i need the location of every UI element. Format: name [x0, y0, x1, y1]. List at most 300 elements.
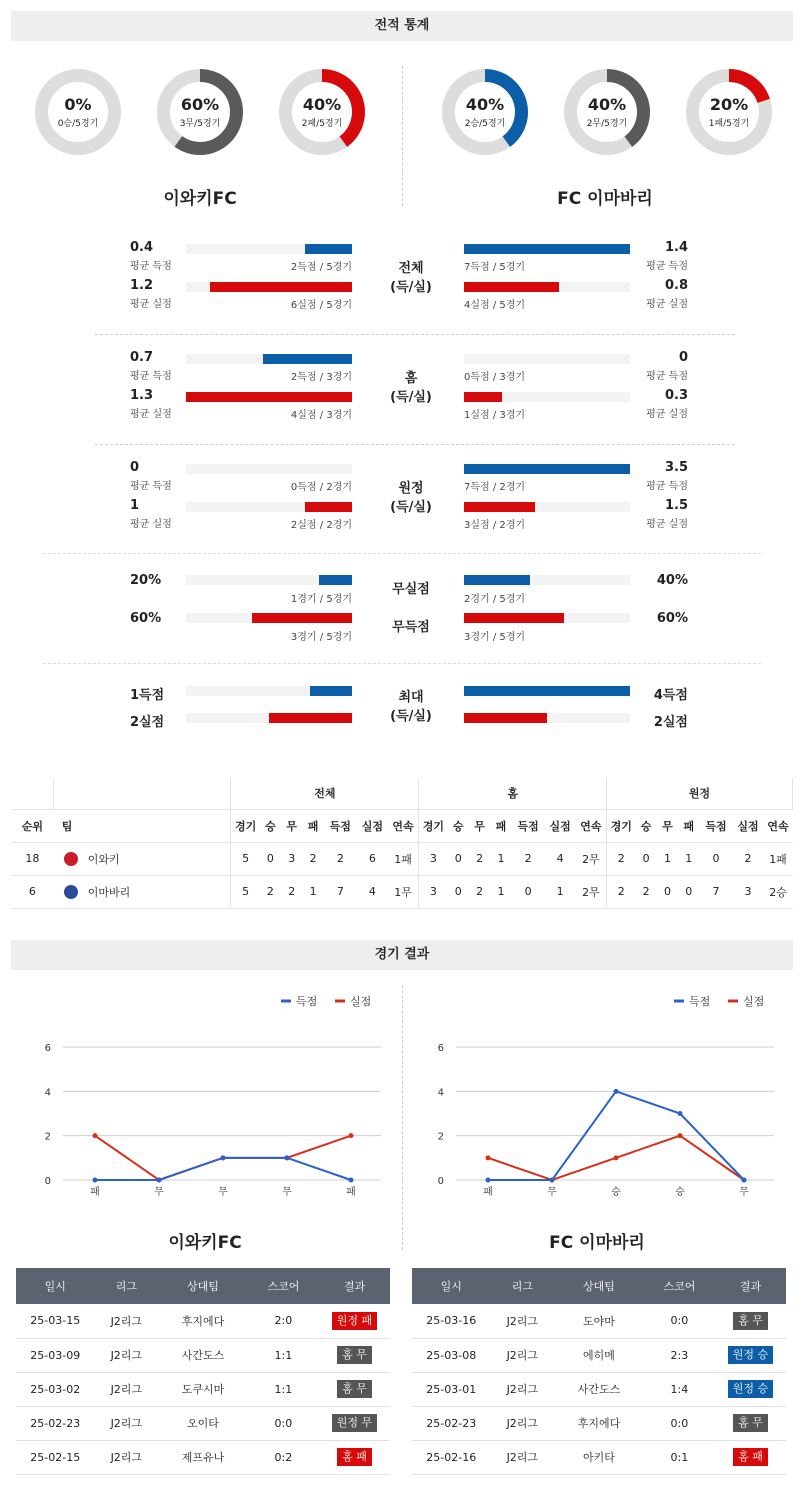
- result-badge: 홈 무: [733, 1414, 768, 1432]
- standings-group: 홈: [419, 778, 607, 809]
- results-header: 결과: [715, 1268, 786, 1304]
- y-tick-label: 6: [44, 1043, 51, 1054]
- right-stat-value: 0: [678, 350, 688, 365]
- standings-cell: 4: [545, 842, 576, 875]
- left-stat-label: 평균 실점: [130, 299, 172, 310]
- series-point: [157, 1178, 162, 1183]
- series-point: [678, 1111, 683, 1116]
- standings-header: 경기: [231, 809, 260, 842]
- right-stat-note: 0득점 / 3경기: [464, 372, 526, 383]
- results-header: 리그: [95, 1268, 159, 1304]
- donut-percent: 40%: [465, 95, 505, 114]
- bar-fill: [464, 686, 630, 696]
- standings-cell: 0: [448, 842, 469, 875]
- results-header-row: [412, 1268, 786, 1304]
- standings-header: 무: [469, 809, 490, 842]
- result-score: 2:0: [248, 1304, 319, 1338]
- result-league: J2리그: [491, 1440, 555, 1474]
- donut-percent: 60%: [180, 95, 220, 114]
- standings-cell: 2: [469, 842, 490, 875]
- standings-row: [11, 842, 793, 875]
- bar-fill: [464, 464, 630, 474]
- series-point: [349, 1178, 354, 1183]
- result-date: 25-03-02: [16, 1372, 95, 1406]
- right-stat-value: 1.5: [664, 498, 688, 513]
- legend-conceded-label: 실점: [350, 995, 372, 1008]
- standings-cell: 2승: [764, 875, 793, 908]
- donut-subtext: 3무/5경기: [179, 119, 221, 129]
- results-header: 상대팀: [554, 1268, 644, 1304]
- standings-cell: 1: [657, 842, 678, 875]
- standings-header: 실점: [545, 809, 576, 842]
- donut-percent: 40%: [302, 95, 342, 114]
- results-row: [16, 1304, 390, 1338]
- result-score: 0:1: [644, 1440, 715, 1474]
- results-row: [412, 1338, 786, 1372]
- right-stat-label: 평균 득점: [646, 481, 688, 492]
- left-stat-value: 0.7: [130, 350, 154, 365]
- series-point: [486, 1178, 491, 1183]
- results-row: [412, 1440, 786, 1474]
- result-opponent: 아키타: [554, 1440, 644, 1474]
- away-team-name: FC 이마바리: [557, 189, 653, 209]
- left-max-value: 1득점: [130, 688, 165, 703]
- standings-cell: 3: [419, 875, 448, 908]
- result-cell: [319, 1440, 390, 1474]
- result-opponent: 사간도스: [158, 1338, 248, 1372]
- standings-rank: 6: [11, 875, 54, 908]
- standings-cell: 1패: [764, 842, 793, 875]
- compare-label-sub: (득/실): [390, 500, 432, 515]
- right-rate-note: 2경기 / 5경기: [464, 594, 526, 605]
- standings-cell: 0: [260, 842, 281, 875]
- y-tick-label: 2: [437, 1131, 444, 1143]
- bar-track: [186, 464, 352, 474]
- bar-fill: [305, 502, 352, 512]
- compare-label-main: 원정: [398, 481, 424, 496]
- series-point: [285, 1155, 290, 1160]
- standings-header: 무: [657, 809, 678, 842]
- standings-team-name: 이와키: [87, 852, 120, 866]
- standings-cell: 3: [419, 842, 448, 875]
- result-opponent: 제프유나: [158, 1440, 248, 1474]
- standings-cell: 3: [733, 875, 764, 908]
- series-point: [93, 1133, 98, 1138]
- x-tick-label: 무: [154, 1187, 164, 1198]
- left-stat-value: 0.4: [130, 240, 154, 255]
- bar-fill: [464, 713, 547, 723]
- standings-cell: 2: [281, 875, 302, 908]
- right-max-value: 4득점: [653, 688, 688, 703]
- left-stat-label: 평균 실점: [130, 409, 172, 420]
- results-row: [412, 1304, 786, 1338]
- legend-scored-label: 득점: [689, 995, 711, 1008]
- standings-cell: 0: [448, 875, 469, 908]
- donut-percent: 20%: [709, 95, 749, 114]
- left-stat-label: 평균 실점: [130, 519, 172, 530]
- results-header: 스코어: [644, 1268, 715, 1304]
- results-section-title: 경기 결과: [11, 940, 793, 970]
- result-date: 25-03-01: [412, 1372, 491, 1406]
- block-divider: [43, 663, 761, 664]
- standings-header: 승: [635, 809, 656, 842]
- standings-header: 실점: [357, 809, 388, 842]
- donut-subtext: 0승/5경기: [57, 119, 99, 129]
- series-point: [614, 1155, 619, 1160]
- standings-cell: 2: [607, 842, 636, 875]
- standings-header: 득점: [512, 809, 545, 842]
- standings-cell: 1무: [388, 875, 419, 908]
- series-point: [349, 1133, 354, 1138]
- result-league: J2리그: [95, 1372, 159, 1406]
- compare-label: [371, 259, 451, 297]
- donut-percent: 0%: [64, 95, 92, 114]
- team-divider: [402, 66, 403, 206]
- result-cell: [319, 1406, 390, 1440]
- result-badge: 원정 무: [332, 1414, 377, 1432]
- standings-cell: 1: [490, 842, 511, 875]
- x-tick-label: 승: [675, 1187, 685, 1198]
- result-cell: [715, 1304, 786, 1338]
- result-league: J2리그: [491, 1304, 555, 1338]
- results-row: [16, 1338, 390, 1372]
- results-row: [412, 1406, 786, 1440]
- result-cell: [319, 1372, 390, 1406]
- result-score: 1:1: [248, 1338, 319, 1372]
- left-rate-note: 1경기 / 5경기: [290, 594, 352, 605]
- compare-label: [371, 479, 451, 517]
- y-tick-label: 4: [437, 1087, 444, 1099]
- right-rate-note: 3경기 / 5경기: [464, 632, 526, 643]
- result-badge: 홈 패: [337, 1448, 372, 1466]
- standings-cell: 2: [733, 842, 764, 875]
- standings-team: [54, 842, 231, 875]
- right-stat-note: 7득점 / 2경기: [464, 482, 526, 493]
- result-league: J2리그: [95, 1406, 159, 1440]
- left-stat-value: 0: [130, 460, 140, 475]
- right-max-value: 2실점: [653, 715, 688, 730]
- left-stat-label: 평균 득점: [130, 481, 172, 492]
- bar-track: [464, 354, 630, 364]
- team-logo-icon: [64, 885, 78, 899]
- standings-header: 패: [490, 809, 511, 842]
- result-badge: 홈 패: [733, 1448, 768, 1466]
- group-spacer: [11, 778, 54, 809]
- standings-cell: 5: [231, 875, 260, 908]
- rate-label: 무득점: [392, 620, 430, 635]
- standings-cell: 0: [635, 842, 656, 875]
- result-opponent: 후지에다: [158, 1304, 248, 1338]
- standings-cell: 2: [324, 842, 357, 875]
- results-row: [16, 1440, 390, 1474]
- series-point: [93, 1178, 98, 1183]
- standings-team-name: 이마바리: [87, 885, 131, 899]
- left-stat-note: 2실점 / 2경기: [290, 520, 352, 531]
- standings-cell: 2: [607, 875, 636, 908]
- result-score: 1:1: [248, 1372, 319, 1406]
- left-rate-value: 20%: [130, 573, 162, 588]
- bar-fill: [252, 613, 352, 623]
- right-stat-note: 7득점 / 5경기: [464, 262, 526, 273]
- bar-fill: [464, 244, 630, 254]
- bar-fill: [186, 392, 352, 402]
- result-date: 25-03-09: [16, 1338, 95, 1372]
- block-divider: [43, 553, 761, 554]
- right-stat-label: 평균 실점: [646, 409, 688, 420]
- y-tick-label: 6: [437, 1043, 444, 1054]
- standings-header: 패: [678, 809, 699, 842]
- right-rate-value: 60%: [656, 611, 688, 626]
- x-tick-label: 패: [346, 1187, 356, 1198]
- standings-table: [11, 778, 793, 909]
- x-tick-label: 무: [218, 1187, 228, 1198]
- standings-cell: 2: [512, 842, 545, 875]
- donut-percent: 40%: [587, 95, 627, 114]
- x-tick-label: 패: [483, 1187, 493, 1198]
- x-tick-label: 무: [547, 1187, 557, 1198]
- result-score: 1:4: [644, 1372, 715, 1406]
- result-score: 0:0: [644, 1406, 715, 1440]
- right-stat-label: 평균 득점: [646, 371, 688, 382]
- bar-fill: [464, 502, 535, 512]
- standings-cell: 0: [678, 875, 699, 908]
- standings-header: 득점: [699, 809, 732, 842]
- result-league: J2리그: [491, 1338, 555, 1372]
- standings-cell: 1: [302, 875, 323, 908]
- result-league: J2리그: [95, 1338, 159, 1372]
- left-rate-note: 3경기 / 5경기: [290, 632, 352, 643]
- standings-cell: 0: [512, 875, 545, 908]
- result-cell: [319, 1338, 390, 1372]
- result-score: 0:2: [248, 1440, 319, 1474]
- compare-label-main: 홈: [404, 371, 418, 386]
- y-tick-label: 0: [437, 1176, 444, 1187]
- x-tick-label: 승: [611, 1187, 621, 1198]
- series-point: [221, 1155, 226, 1160]
- left-rate-value: 60%: [130, 611, 162, 626]
- block-divider: [95, 444, 735, 445]
- group-spacer: [54, 778, 231, 809]
- standings-rank: 18: [11, 842, 54, 875]
- result-opponent: 에히메: [554, 1338, 644, 1372]
- y-tick-label: 0: [44, 1176, 51, 1187]
- result-date: 25-03-16: [412, 1304, 491, 1338]
- bar-fill: [263, 354, 352, 364]
- bar-fill: [319, 575, 352, 585]
- max-label-sub: (득/실): [390, 709, 432, 724]
- result-league: J2리그: [491, 1406, 555, 1440]
- bar-fill: [464, 282, 559, 292]
- result-badge: 홈 무: [733, 1312, 768, 1330]
- result-badge: 원정 패: [332, 1312, 377, 1330]
- standings-header: 연속: [388, 809, 419, 842]
- donut-subtext: 1패/5경기: [708, 119, 750, 129]
- standings-header: 실점: [733, 809, 764, 842]
- donut-subtext: 2승/5경기: [464, 119, 506, 129]
- donut-subtext: 2무/5경기: [586, 119, 628, 129]
- results-header: 스코어: [248, 1268, 319, 1304]
- bar-fill: [310, 686, 352, 696]
- standings-header: 연속: [764, 809, 793, 842]
- standings-cell: 5: [231, 842, 260, 875]
- max-label-main: 최대: [398, 690, 424, 705]
- results-header: 결과: [319, 1268, 390, 1304]
- standings-header: 경기: [419, 809, 448, 842]
- left-stat-value: 1.3: [130, 388, 154, 403]
- right-stat-note: 4실점 / 5경기: [464, 300, 526, 311]
- right-stat-value: 0.8: [664, 278, 688, 293]
- compare-label-sub: (득/실): [390, 390, 432, 405]
- standings-cell: 3: [281, 842, 302, 875]
- chart-divider: [402, 985, 403, 1250]
- standings-header: 팀: [54, 809, 231, 842]
- right-stat-value: 1.4: [664, 240, 688, 255]
- standings-cell: 2: [635, 875, 656, 908]
- y-tick-label: 2: [44, 1131, 51, 1143]
- result-league: J2리그: [95, 1440, 159, 1474]
- result-opponent: 사간도스: [554, 1372, 644, 1406]
- series-point: [678, 1133, 683, 1138]
- result-date: 25-03-15: [16, 1304, 95, 1338]
- series-point: [614, 1089, 619, 1094]
- standings-header-row: [11, 809, 793, 842]
- left-stat-note: 2득점 / 5경기: [290, 262, 352, 273]
- series-point: [550, 1178, 555, 1183]
- away-results-title: FC 이마바리: [549, 1233, 645, 1253]
- standings-header: 경기: [607, 809, 636, 842]
- left-stat-value: 1: [130, 498, 140, 513]
- result-cell: [319, 1304, 390, 1338]
- right-stat-label: 평균 실점: [646, 519, 688, 530]
- max-label: [371, 688, 451, 726]
- standings-cell: 2무: [576, 875, 607, 908]
- standings-header: 무: [281, 809, 302, 842]
- bar-fill: [464, 613, 564, 623]
- result-opponent: 도쿠시마: [158, 1372, 248, 1406]
- x-tick-label: 패: [90, 1187, 100, 1198]
- standings-cell: 1: [545, 875, 576, 908]
- standings-cell: 7: [699, 875, 732, 908]
- result-badge: 원정 승: [728, 1380, 773, 1398]
- results-row: [16, 1372, 390, 1406]
- block-divider: [95, 334, 735, 335]
- result-badge: 원정 승: [728, 1346, 773, 1364]
- standings-cell: 0: [657, 875, 678, 908]
- bar-fill: [210, 282, 352, 292]
- left-stat-label: 평균 득점: [130, 261, 172, 272]
- right-stat-value: 3.5: [664, 460, 688, 475]
- result-league: J2리그: [95, 1304, 159, 1338]
- result-cell: [715, 1372, 786, 1406]
- home-results-title: 이와키FC: [168, 1233, 242, 1253]
- standings-header: 순위: [11, 809, 54, 842]
- standings-group-row: [11, 778, 793, 809]
- legend-conceded-label: 실점: [743, 995, 765, 1008]
- right-rate-value: 40%: [656, 573, 688, 588]
- result-date: 25-03-08: [412, 1338, 491, 1372]
- left-stat-note: 0득점 / 2경기: [290, 482, 352, 493]
- result-opponent: 도야마: [554, 1304, 644, 1338]
- standings-header: 득점: [324, 809, 357, 842]
- results-header-row: [16, 1268, 390, 1304]
- away-goals-chart: [404, 985, 789, 1205]
- left-max-value: 2실점: [130, 715, 165, 730]
- standings-team: [54, 875, 231, 908]
- standings-group: 전체: [231, 778, 419, 809]
- result-score: 0:0: [248, 1406, 319, 1440]
- result-cell: [715, 1440, 786, 1474]
- left-stat-label: 평균 득점: [130, 371, 172, 382]
- result-cell: [715, 1406, 786, 1440]
- series-point: [486, 1155, 491, 1160]
- result-opponent: 후지에다: [554, 1406, 644, 1440]
- standings-cell: 1패: [388, 842, 419, 875]
- stats-section-title: 전적 통계: [11, 11, 793, 41]
- standings-cell: 7: [324, 875, 357, 908]
- results-row: [412, 1372, 786, 1406]
- bar-fill: [464, 392, 502, 402]
- right-stat-label: 평균 득점: [646, 261, 688, 272]
- result-badge: 홈 무: [337, 1346, 372, 1364]
- standings-cell: 1: [490, 875, 511, 908]
- home-results-table: [16, 1268, 390, 1475]
- bar-fill: [269, 713, 352, 723]
- right-stat-note: 1실점 / 3경기: [464, 410, 526, 421]
- results-header: 리그: [491, 1268, 555, 1304]
- home-goals-chart: [11, 985, 396, 1205]
- left-stat-note: 2득점 / 3경기: [290, 372, 352, 383]
- result-league: J2리그: [491, 1372, 555, 1406]
- standings-header: 승: [260, 809, 281, 842]
- standings-row: [11, 875, 793, 908]
- results-header: 일시: [412, 1268, 491, 1304]
- legend-scored-label: 득점: [296, 995, 318, 1008]
- x-tick-label: 무: [282, 1187, 292, 1198]
- x-tick-label: 무: [739, 1187, 749, 1198]
- bar-fill: [305, 244, 352, 254]
- right-stat-label: 평균 실점: [646, 299, 688, 310]
- standings-cell: 1: [678, 842, 699, 875]
- standings-cell: 2: [469, 875, 490, 908]
- result-cell: [715, 1338, 786, 1372]
- home-team-name: 이와키FC: [163, 189, 237, 209]
- donut-subtext: 2패/5경기: [301, 119, 343, 129]
- result-opponent: 오이타: [158, 1406, 248, 1440]
- standings-cell: 2: [302, 842, 323, 875]
- standings-header: 승: [448, 809, 469, 842]
- result-date: 25-02-15: [16, 1440, 95, 1474]
- result-score: 0:0: [644, 1304, 715, 1338]
- left-stat-note: 6실점 / 5경기: [290, 300, 352, 311]
- standings-header: 패: [302, 809, 323, 842]
- result-date: 25-02-23: [16, 1406, 95, 1440]
- results-row: [16, 1406, 390, 1440]
- compare-label: [371, 369, 451, 407]
- standings-group: 원정: [607, 778, 793, 809]
- result-badge: 홈 무: [337, 1380, 372, 1398]
- bar-fill: [464, 575, 530, 585]
- standings-cell: 0: [699, 842, 732, 875]
- standings-cell: 2무: [576, 842, 607, 875]
- standings-cell: 4: [357, 875, 388, 908]
- results-header: 상대팀: [158, 1268, 248, 1304]
- results-header: 일시: [16, 1268, 95, 1304]
- left-stat-value: 1.2: [130, 278, 154, 293]
- y-tick-label: 4: [44, 1087, 51, 1099]
- standings-cell: 6: [357, 842, 388, 875]
- result-date: 25-02-23: [412, 1406, 491, 1440]
- left-stat-note: 4실점 / 3경기: [290, 410, 352, 421]
